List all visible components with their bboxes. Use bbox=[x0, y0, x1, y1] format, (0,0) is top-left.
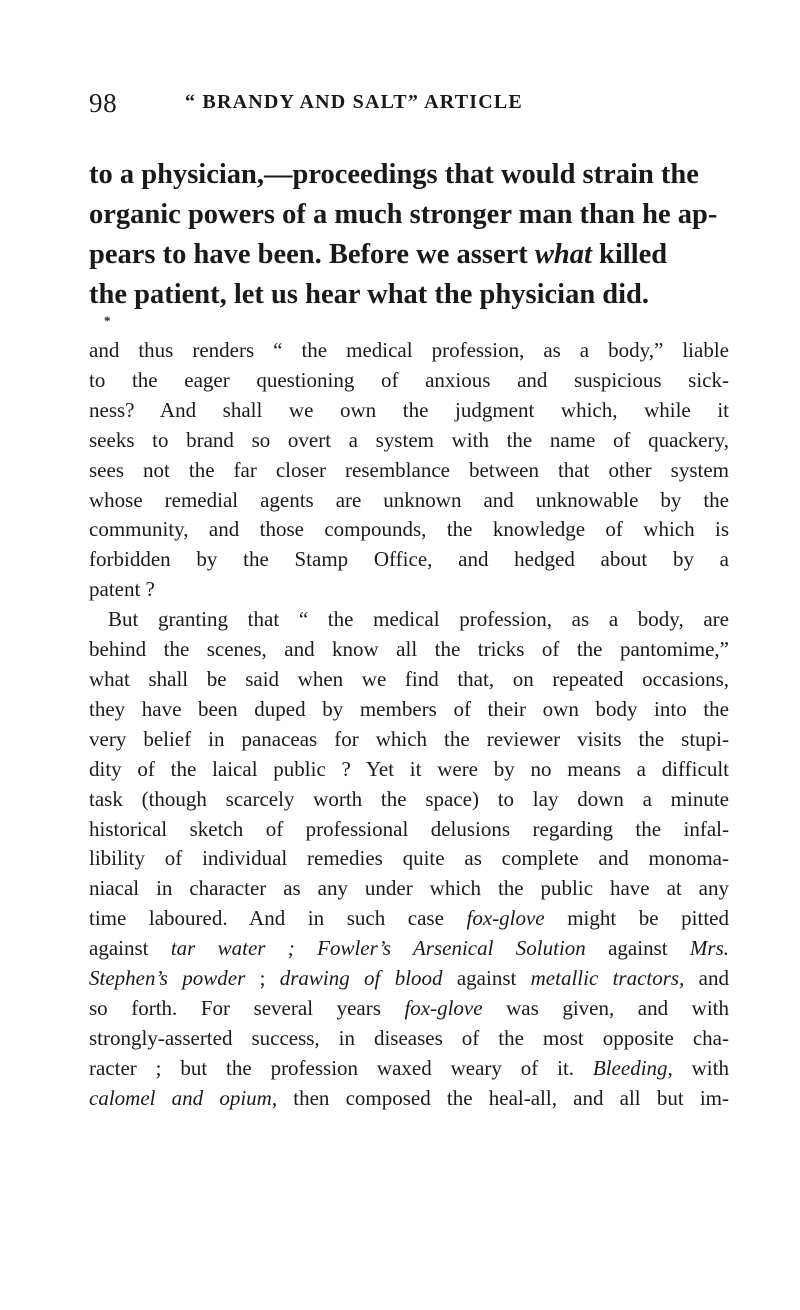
body-line: whose remedial agents are unknown and unknowable by the bbox=[89, 487, 729, 512]
page-number: 98 bbox=[89, 88, 118, 118]
body-line: task (though scarcely worth the space) to lay down a minute bbox=[89, 786, 729, 811]
italic-text-run: metallic tractors, bbox=[530, 966, 685, 991]
body-line: niacal in character as any under which the public have at any bbox=[89, 876, 729, 901]
body-line: what shall be said when we find that, on repeated occasions, bbox=[89, 666, 729, 691]
body-line: ness? And shall we own the judgment which, while it bbox=[89, 397, 729, 422]
body-line: behind the scenes, and know all the tricks of the pantomime,” bbox=[89, 637, 729, 662]
italic-text-run: fox-glove bbox=[404, 995, 483, 1020]
italic-text-run: Bleeding, bbox=[592, 1055, 673, 1080]
body-line: strongly-asserted success, in diseases of the most opposite cha- bbox=[89, 1025, 729, 1050]
text-run: against bbox=[89, 936, 171, 961]
body-line: they have been duped by members of their own body into the bbox=[89, 696, 729, 721]
body-line: seeks to brand so overt a system with the name of quackery, bbox=[89, 427, 729, 452]
italic-text-run: tar water ; Fowler’s Arsenical Solution bbox=[170, 936, 586, 961]
italic-text-run: Stephen’s powder bbox=[89, 966, 246, 991]
lead-line: to a physician,—proceedings that would strain the bbox=[89, 159, 699, 190]
body-line: dity of the laical public ? Yet it were by no means a difficult bbox=[89, 756, 729, 781]
text-run: so forth. For several years bbox=[89, 995, 405, 1020]
lead-line: organic powers of a much stronger man than he ap- bbox=[89, 199, 718, 230]
text-run: against bbox=[442, 966, 531, 991]
body-line bbox=[89, 1054, 729, 1084]
text-run: might be pitted bbox=[544, 906, 729, 931]
text-run: killed bbox=[591, 239, 668, 270]
text-run: ; bbox=[245, 966, 280, 991]
italic-text-run: Mrs. bbox=[689, 936, 730, 961]
italic-text-run: drawing of blood bbox=[279, 966, 443, 991]
body-line bbox=[89, 994, 729, 1024]
body-line: historical sketch of professional delusions regarding the infal- bbox=[89, 816, 729, 841]
italic-text-run: what bbox=[534, 239, 592, 270]
body-line: very belief in panaceas for which the reviewer visits the stupi- bbox=[89, 726, 729, 751]
body-line bbox=[89, 904, 729, 934]
body-line bbox=[89, 934, 729, 964]
text-run: was given, and with bbox=[482, 995, 729, 1020]
text-run: with bbox=[672, 1055, 729, 1080]
text-run: then composed the heal-all, and all but im- bbox=[277, 1085, 729, 1110]
running-title: “ BRANDY AND SALT” ARTICLE bbox=[185, 91, 523, 113]
body-line: community, and those compounds, the knowledge of which is bbox=[89, 517, 729, 542]
lead-paragraph bbox=[89, 155, 718, 315]
body-line: But granting that “ the medical profession, as a body, are bbox=[108, 607, 729, 632]
italic-text-run: calomel and opium, bbox=[89, 1085, 278, 1110]
body-line: forbidden by the Stamp Office, and hedged about by a bbox=[89, 547, 729, 572]
body-line: and thus renders “ the medical profession, as a body,” liable bbox=[89, 338, 729, 362]
body-line: libility of individual remedies quite as complete and monoma- bbox=[89, 846, 729, 871]
body-text bbox=[89, 336, 729, 1114]
footnote-marker: * bbox=[104, 313, 111, 328]
italic-text-run: fox-glove bbox=[466, 906, 545, 931]
text-run: time laboured. And in such case bbox=[89, 906, 467, 931]
running-head bbox=[89, 88, 729, 128]
lead-line bbox=[89, 235, 709, 275]
lead-line: the patient, let us hear what the physician did. bbox=[89, 279, 650, 310]
body-line bbox=[89, 964, 729, 994]
body-line: to the eager questioning of anxious and suspicious sick- bbox=[89, 367, 729, 392]
body-line: sees not the far closer resemblance between that other system bbox=[89, 457, 729, 482]
body-line bbox=[89, 1084, 729, 1114]
text-run: against bbox=[585, 936, 690, 961]
text-run: pears to have been. Before we assert bbox=[89, 239, 535, 270]
body-line: patent ? bbox=[89, 577, 155, 602]
text-run: racter ; but the profession waxed weary of it. bbox=[89, 1055, 593, 1080]
text-run: and bbox=[684, 966, 729, 991]
